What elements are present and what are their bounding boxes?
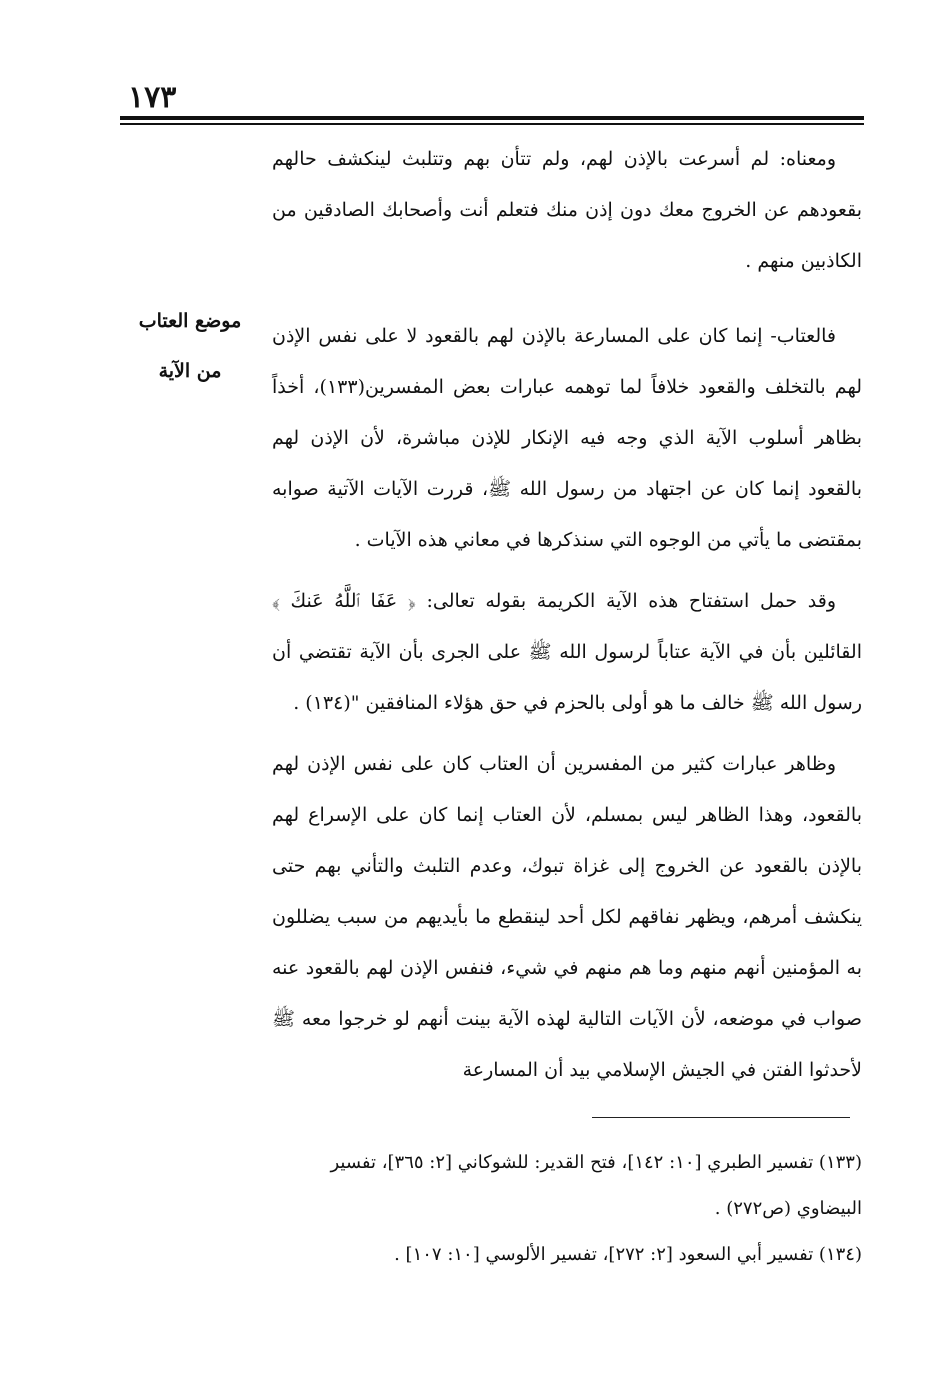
footnote-134: (١٣٤) تفسير أبي السعود [٢: ٢٧٢]، تفسير الألوسي [١٠: ١٠٧] . (394, 1244, 862, 1265)
header-rule-thick (120, 116, 864, 120)
paragraph-2: فالعتاب- إنما كان على المسارعة بالإذن لهم بالقعود لا على نفس الإذن لهم بالتخلف والقعود خلافاً لما توهمه عبارات بعض المفسرين(١٣٣)، أخذاً بظاهر أسلوب الآية الذي وجه فيه الإنكار للإذن مباشرة، لأن الإذن لهم بالقعود إنما كان عن اجتهاد من رسول الله ﷺ، قررت الآيات الآتية صوابه بمقتضى ما يأتي من الوجوه التي سنذكرها في معاني هذه الآيات . (272, 325, 862, 551)
footnotes (272, 1140, 862, 1278)
paragraph-4: وظاهر عبارات كثير من المفسرين أن العتاب كان على نفس الإذن لهم بالقعود، وهذا الظاهر ليس بمسلم، لأن العتاب إنما كان على الإسراع لهم بالإذن بالقعود عن الخروج إلى غزاة تبوك، وعدم التلبث والتأني بهم حتى ينكشف أمرهم، ويظهر نفاقهم لكل أحد لينقطع ما بأيديهم من سبب يضللون به المؤمنين أنهم منهم وما هم منهم في شيء، فنفس الإذن لهم بالقعود عنه صواب في موضعه، لأن الآيات التالية لهذه الآية بينت أنهم لو خرجوا معه ﷺ لأحدثوا الفتن في الجيش الإسلامي بيد أن المسارعة (272, 753, 862, 1081)
footnote-separator (592, 1117, 850, 1118)
footnote-133: (١٣٣) تفسير الطبري [١٠: ١٤٢]، فتح القدير: للشوكاني [٢: ٣٦٥]، تفسير البيضاوي (ص٢٧٢) . (330, 1152, 862, 1219)
header-rule-thin (120, 123, 864, 125)
margin-note-line-1: موضع العتاب (138, 310, 242, 332)
margin-note (130, 296, 250, 396)
paragraph-3: وقد حمل استفتاح هذه الآية الكريمة بقوله تعالى: ﴿ عَفَا ٱللَّهُ عَنكَ ﴾ القائلين بأن في الآية عتاباً لرسول الله ﷺ على الجرى بأن الآية تقتضي أن رسول الله ﷺ خالف ما هو أولى بالحزم في حق هؤلاء المنافقين "(١٣٤) . (272, 590, 862, 714)
body-text (272, 134, 862, 1106)
paragraph-1: ومعناه: لم أسرعت بالإذن لهم، ولم تتأن بهم وتتلبث لينكشف حالهم بقعودهم عن الخروج معك دون إذن منك فتعلم أنت وأصحابك الصادقين من الكاذبين منهم . (272, 148, 862, 272)
margin-note-line-2: من الآية (158, 360, 222, 382)
page-number: ١٧٣ (128, 80, 177, 115)
